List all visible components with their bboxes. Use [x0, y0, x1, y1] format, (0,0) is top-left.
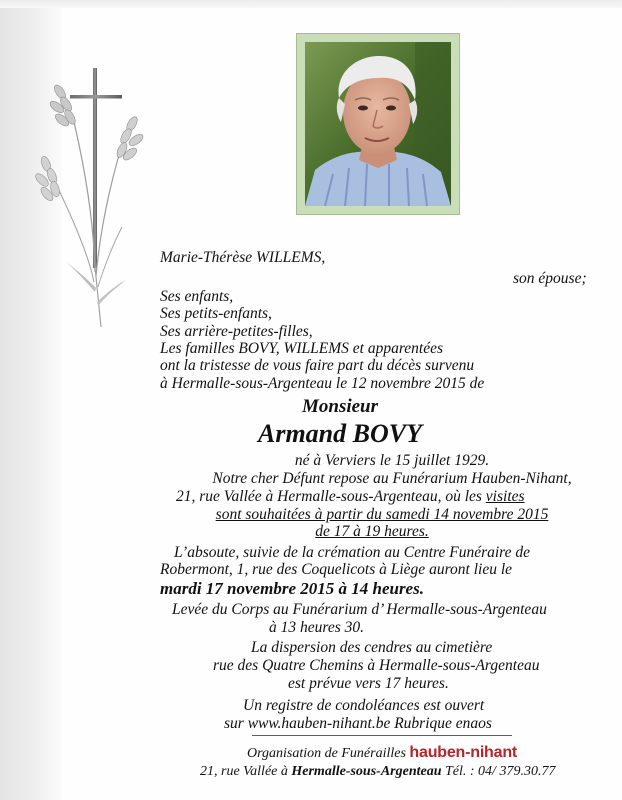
footer-org [247, 744, 517, 762]
honorific: Monsieur [301, 396, 379, 417]
portrait-frame [296, 33, 460, 215]
cross-with-wheat-icon [22, 62, 152, 342]
deceased-name: Armand BOVY [258, 419, 422, 448]
spouse-role: son épouse; [513, 270, 587, 287]
top-decorative-band [0, 0, 622, 8]
family-line-5: ont la tristesse de vous faire part du décès survenu [160, 357, 475, 374]
funerarium-line-1: Notre cher Défunt repose au Funérarium Hauben-Nihant, [212, 470, 572, 487]
funerarium-line-2-text: 21, rue Vallée à Hermalle-sous-Argenteau, où les [176, 488, 486, 505]
funerarium-line-3: sont souhaitées à partir du samedi 14 novembre 2015 [215, 506, 549, 523]
birth-info: né à Verviers le 15 juillet 1929. [294, 452, 490, 469]
ceremony-line-2: Robermont, 1, rue des Coquelicots à Liège auront lieu le [160, 561, 513, 578]
family-line-4: Les familles BOVY, WILLEMS et apparentées [160, 340, 444, 357]
footer-address-city: Hermalle-sous-Argenteau [291, 764, 442, 779]
ceremony-line-1: L’absoute, suivie de la crémation au Centre Funéraire de [174, 544, 531, 561]
dispersion-line-2: rue des Quatre Chemins à Hermalle-sous-Argenteau [213, 657, 540, 674]
dispersion-line-1: La dispersion des cendres au cimetière [251, 639, 493, 656]
visits-text: visites [485, 488, 525, 505]
footer-address-prefix: 21, rue Vallée à [200, 764, 292, 779]
levee-line-2: à 13 heures 30. [269, 619, 364, 636]
family-line-2: Ses petits-enfants, [160, 305, 272, 322]
footer-divider [252, 735, 512, 736]
funerarium-line-2 [176, 488, 525, 505]
footer-address [200, 763, 555, 780]
footer-org-prefix: Organisation de Funérailles [247, 746, 410, 761]
brand-logo: hauben-nihant [409, 744, 518, 761]
portrait-illustration [305, 42, 451, 206]
condolences-line-1: Un registre de condoléances est ouvert [243, 697, 485, 714]
family-line-1: Ses enfants, [160, 288, 234, 305]
family-line-6: à Hermalle-sous-Argenteau le 12 novembre 2015 de [160, 375, 485, 392]
footer-phone: Tél. : 04/ 379.30.77 [441, 764, 556, 779]
family-line-3: Ses arrière-petites-filles, [160, 323, 313, 340]
levee-line-1: Levée du Corps au Funérarium d’ Hermalle-sous-Argenteau [172, 601, 547, 618]
dispersion-line-3: est prévue vers 17 heures. [288, 675, 449, 692]
ceremony-date: mardi 17 novembre 2015 à 14 heures. [160, 579, 424, 598]
condolences-line-2: sur www.hauben-nihant.be Rubrique enaos [224, 715, 492, 732]
portrait-photo [305, 42, 451, 206]
funerarium-line-4: de 17 à 19 heures. [315, 523, 429, 540]
spouse-name: Marie-Thérèse WILLEMS, [160, 249, 326, 266]
